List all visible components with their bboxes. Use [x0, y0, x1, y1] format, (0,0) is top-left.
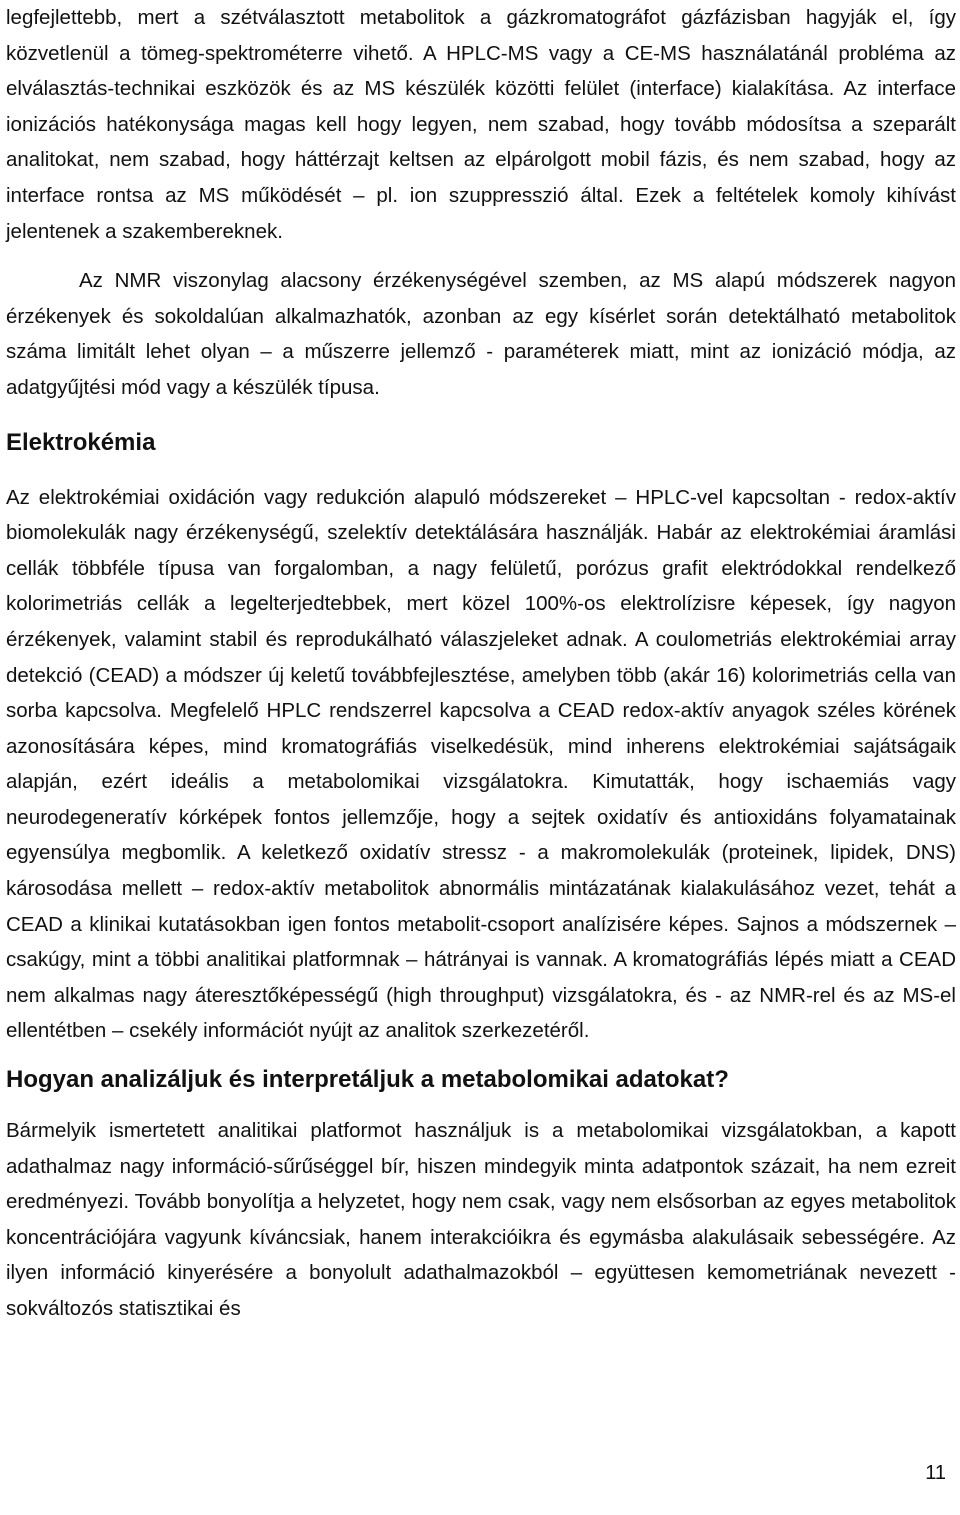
paragraph-data-analysis: Bármelyik ismertetett analitikai platformot használjuk is a metabolomikai vizsgálatokban, a kapott adathalmaz nagy információ-sűrűséggel bír, hiszen mindegyik minta adatpontok százait, ha nem ezreit eredményezi. Tovább bonyolítja a helyzetet, hogy nem csak, vagy nem elsősorban az egyes metabolitok koncentrációjára vagyunk kíváncsiak, hanem interakcióikra és egymásba alakulásaik sebességére. Az ilyen információ kinyerésére a bonyolult adathalmazokból – együttesen kemometriának nevezett - sokváltozós statisztikai és: [6, 1119, 956, 1320]
heading-elektrokemia: Elektrokémia: [6, 428, 156, 456]
paragraph-elektrokemia: Az elektrokémiai oxidáción vagy redukción alapuló módszereket – HPLC-vel kapcsoltan - redox-aktív biomolekulák nagy érzékenységű, szelektív detektálására használják. Habár az elektrokémiai áramlási cellák többféle típusa van forgalomban, a nagy felületű, porózus grafit elektródokkal rendelkező kolorimetriás cellák a legelterjedtebbek, mert közel 100%-os elektrolízisre képesek, így nagyon érzékenyek, valamint stabil és reprodukálható válaszjeleket adnak. A coulometriás elektrokémiai array detekció (CEAD) a módszer új keletű továbbfejlesztése, amelyben több (akár 16) kolorimetriás cella van sorba kapcsolva. Megfelelő HPLC rendszerrel kapcsolva a CEAD redox-aktív anyagok széles körének azonosítására képes, mind kromatográfiás viselkedésük, mind inherens elektrokémiai sajátságaik alapján, ezért ideális a metabolomikai vizsgálatokra. Kimutatták, hogy ischaemiás vagy neurodegeneratív kórképek fontos jellemzője, hogy a sejtek oxidatív és antioxidáns folyamatainak egyensúlya megbomlik. A keletkező oxidatív stressz - a makromolekulák (proteinek, lipidek, DNS) károsodása mellett – redox-aktív metabolitok abnormális mintázatának kialakulásához vezet, tehát a CEAD a klinikai kutatásokban igen fontos metabolit-csoport analízisére képes. Sajnos a módszernek – csakúgy, mint a többi analitikai platformnak – hátrányai is vannak. A kromatográfiás lépés miatt a CEAD nem alkalmas nagy áteresztőképességű (high throughput) vizsgálatokra, és - az NMR-rel és az MS-el ellentétben – csekély információt nyújt az analitok szerkezetéről.: [6, 485, 956, 1043]
document-page: [6, 0, 956, 1327]
paragraph-ms-interface: legfejlettebb, mert a szétválasztott metabolitok a gázkromatográfot gázfázisban hagyják el, így közvetlenül a tömeg-spektrométerre vihető. A HPLC-MS vagy a CE-MS használatánál probléma az elválasztás-technikai eszközök és az MS készülék közötti felület (interface) kialakítása. Az interface ionizációs hatékonysága magas kell hogy legyen, nem szabad, hogy tovább módosítsa a szeparált analitokat, nem szabad, hogy háttérzajt keltsen az elpárolgott mobil fázis, és nem szabad, hogy az interface rontsa az MS működését – pl. ion szuppresszió által. Ezek a feltételek komoly kihívást jelentenek a szakembereknek.: [6, 6, 956, 243]
page-number: 11: [925, 1462, 946, 1484]
heading-data-analysis: Hogyan analizáljuk és interpretáljuk a metabolomikai adatokat?: [6, 1066, 729, 1094]
paragraph-nmr-vs-ms: Az NMR viszonylag alacsony érzékenységével szemben, az MS alapú módszerek nagyon érzékenyek és sokoldalúan alkalmazhatók, azonban az egy kísérlet során detektálható metabolitok száma limitált lehet olyan – a műszerre jellemző - paraméterek miatt, mint az ionizáció módja, az adatgyűjtési mód vagy a készülék típusa.: [6, 269, 956, 399]
